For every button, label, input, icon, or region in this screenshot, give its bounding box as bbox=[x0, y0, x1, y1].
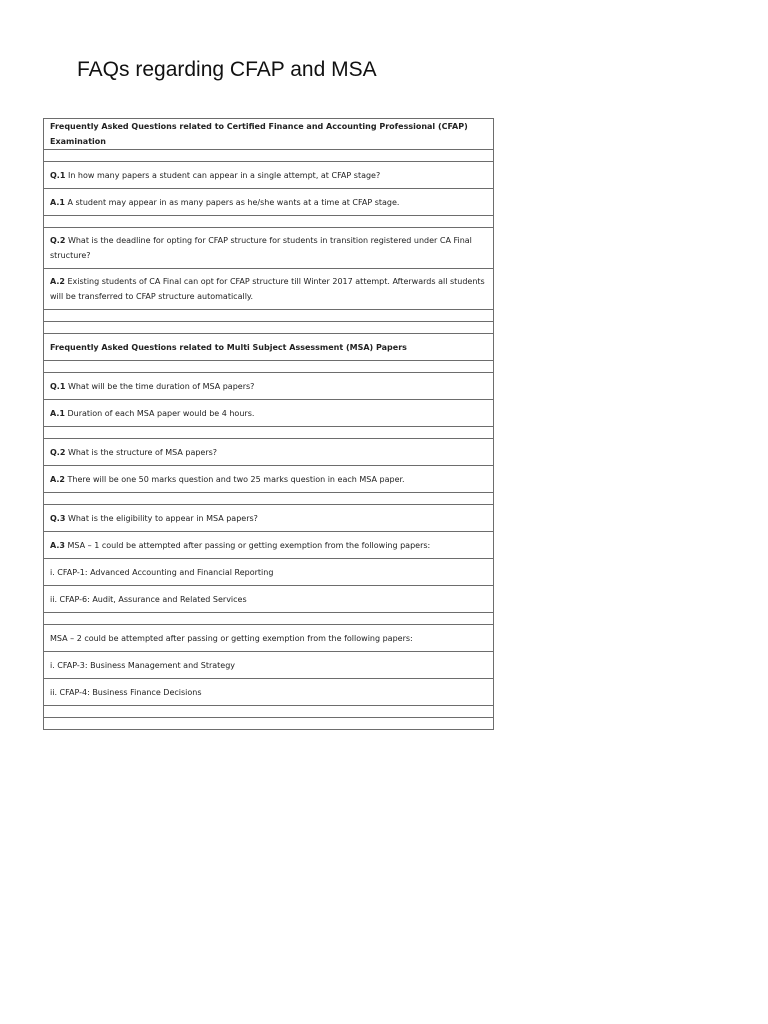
question-text: In how many papers a student can appear in a single attempt, at CFAP stage? bbox=[67, 170, 381, 180]
cfap-question-1 bbox=[44, 162, 494, 189]
msa1-paper-item: ii. CFAP-6: Audit, Assurance and Related Services bbox=[44, 586, 494, 613]
answer-label: A.2 bbox=[50, 474, 65, 484]
blank-row bbox=[44, 361, 494, 373]
question-text: What is the deadline for opting for CFAP structure for students in transition registered under CA Final structure? bbox=[50, 236, 472, 260]
table-row bbox=[44, 532, 494, 559]
answer-text: Duration of each MSA paper would be 4 hours. bbox=[67, 408, 255, 418]
question-label: Q.2 bbox=[50, 447, 66, 457]
faq-table bbox=[43, 118, 494, 730]
blank-row bbox=[44, 216, 494, 228]
msa-answer-2 bbox=[44, 466, 494, 493]
msa-answer-1 bbox=[44, 400, 494, 427]
answer-text: Existing students of CA Final can opt for CFAP structure till Winter 2017 attempt. Afterwards all students will be transferred to CFAP structure automatically. bbox=[50, 277, 485, 301]
table-row bbox=[44, 162, 494, 189]
answer-label: A.2 bbox=[50, 277, 65, 286]
answer-text: There will be one 50 marks question and two 25 marks question in each MSA paper. bbox=[67, 474, 405, 484]
blank-row bbox=[44, 427, 494, 439]
table-row bbox=[44, 400, 494, 427]
table-row bbox=[44, 189, 494, 216]
msa-question-1 bbox=[44, 373, 494, 400]
blank-row bbox=[44, 613, 494, 625]
question-label: Q.1 bbox=[50, 170, 66, 180]
question-text: What will be the time duration of MSA papers? bbox=[67, 381, 255, 391]
table-row bbox=[44, 439, 494, 466]
cfap-answer-1 bbox=[44, 189, 494, 216]
question-label: Q.2 bbox=[50, 236, 66, 245]
table-row bbox=[44, 269, 494, 310]
msa-question-3 bbox=[44, 505, 494, 532]
msa-answer-3 bbox=[44, 532, 494, 559]
blank-row bbox=[44, 310, 494, 322]
table-row bbox=[44, 466, 494, 493]
msa-question-2 bbox=[44, 439, 494, 466]
blank-row bbox=[44, 706, 494, 718]
answer-label: A.1 bbox=[50, 408, 65, 418]
answer-label: A.1 bbox=[50, 197, 65, 207]
msa-section-heading: Frequently Asked Questions related to Multi Subject Assessment (MSA) Papers bbox=[44, 334, 494, 361]
table-row bbox=[44, 559, 494, 586]
answer-text: A student may appear in as many papers as he/she wants at a time at CFAP stage. bbox=[67, 197, 400, 207]
answer-text: MSA – 1 could be attempted after passing or getting exemption from the following papers: bbox=[67, 540, 431, 550]
msa2-eligibility-text: MSA – 2 could be attempted after passing or getting exemption from the following papers: bbox=[44, 625, 494, 652]
blank-row bbox=[44, 150, 494, 162]
msa2-paper-item: ii. CFAP-4: Business Finance Decisions bbox=[44, 679, 494, 706]
msa2-paper-item: i. CFAP-3: Business Management and Strategy bbox=[44, 652, 494, 679]
blank-row bbox=[44, 718, 494, 730]
answer-label: A.3 bbox=[50, 540, 65, 550]
blank-row bbox=[44, 322, 494, 334]
page-title: FAQs regarding CFAP and MSA bbox=[77, 58, 377, 81]
question-label: Q.1 bbox=[50, 381, 66, 391]
table-row bbox=[44, 119, 494, 150]
msa1-paper-item: i. CFAP-1: Advanced Accounting and Financial Reporting bbox=[44, 559, 494, 586]
table-row bbox=[44, 652, 494, 679]
table-row bbox=[44, 679, 494, 706]
table-row bbox=[44, 373, 494, 400]
table-row bbox=[44, 586, 494, 613]
question-text: What is the structure of MSA papers? bbox=[67, 447, 218, 457]
cfap-section-heading: Frequently Asked Questions related to Certified Finance and Accounting Professional (CFAP) Examination bbox=[44, 119, 494, 150]
cfap-question-2 bbox=[44, 228, 494, 269]
question-text: What is the eligibility to appear in MSA papers? bbox=[67, 513, 258, 523]
table-row bbox=[44, 334, 494, 361]
cfap-answer-2 bbox=[44, 269, 494, 310]
question-label: Q.3 bbox=[50, 513, 66, 523]
table-row bbox=[44, 505, 494, 532]
blank-row bbox=[44, 493, 494, 505]
table-row bbox=[44, 625, 494, 652]
table-row bbox=[44, 228, 494, 269]
